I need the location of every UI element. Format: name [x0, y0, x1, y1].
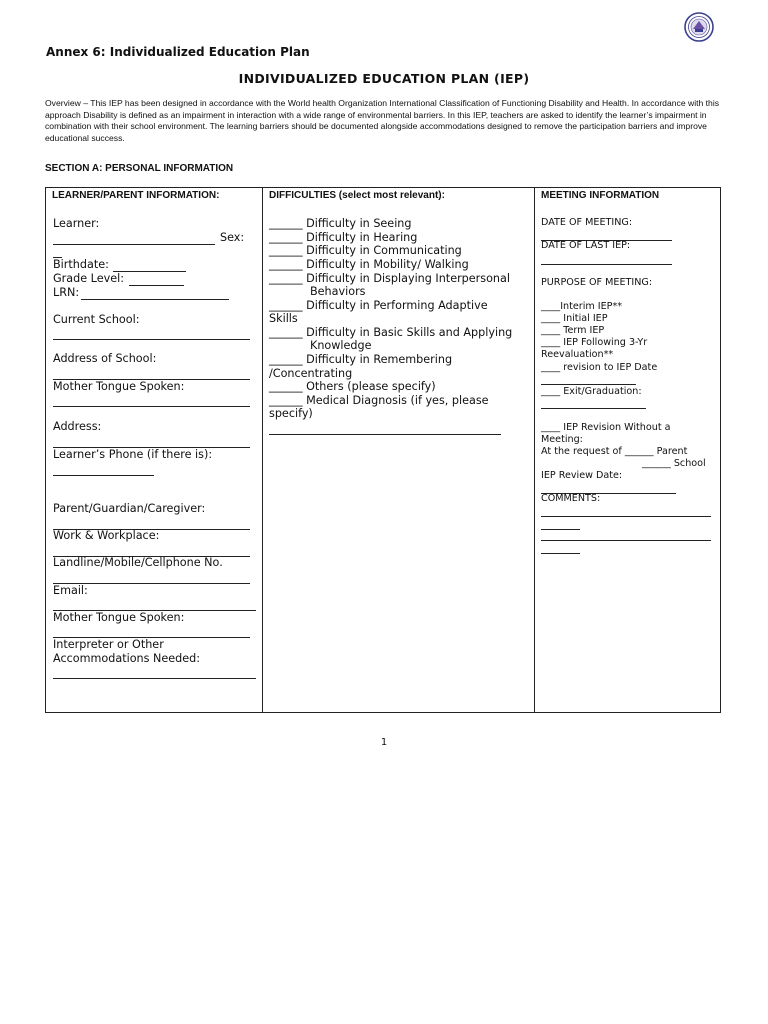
landline-label: Landline/Mobile/Cellphone No.	[53, 556, 223, 569]
difficulty-hearing[interactable]: ______ Difficulty in Hearing	[269, 231, 418, 244]
parent-label: Parent/Guardian/Caregiver:	[53, 502, 206, 515]
comments-line[interactable]	[541, 529, 580, 530]
request-school[interactable]: ______ School	[642, 458, 706, 469]
difficulty-interpersonal[interactable]: ______ Difficulty in Displaying Interpersonal	[269, 272, 510, 285]
difficulty-mobility[interactable]: ______ Difficulty in Mobility/ Walking	[269, 258, 469, 271]
current-school-field[interactable]	[53, 339, 250, 340]
column-divider	[262, 188, 263, 712]
comments-line[interactable]	[541, 553, 580, 554]
learner-phone-label: Learner’s Phone (if there is):	[53, 448, 213, 461]
purpose-revision-without-meeting[interactable]: ____ IEP Revision Without a	[541, 422, 671, 433]
address-of-school-label: Address of School:	[53, 352, 157, 365]
learner-field[interactable]	[53, 244, 215, 245]
medical-diagnosis-field[interactable]	[269, 434, 501, 435]
purpose-following-reevaluation[interactable]: ____ IEP Following 3-Yr	[541, 337, 648, 348]
medical-diagnosis-cont: specify)	[269, 407, 313, 420]
date-of-meeting-label: DATE OF MEETING:	[541, 217, 633, 228]
deped-seal-icon	[684, 12, 714, 42]
lrn-field[interactable]	[81, 299, 229, 300]
iep-review-date-label: IEP Review Date:	[541, 470, 623, 481]
purpose-initial[interactable]: ____ Initial IEP	[541, 313, 608, 324]
learner-label: Learner:	[53, 217, 100, 230]
interpreter-field[interactable]	[53, 678, 256, 679]
revision-without-meeting-cont: Meeting:	[541, 434, 583, 445]
learner-column-header: LEARNER/PARENT INFORMATION:	[52, 190, 220, 201]
mother-tongue-field[interactable]	[53, 406, 250, 407]
comments-line[interactable]	[541, 540, 711, 541]
difficulty-remembering[interactable]: ______ Difficulty in Remembering	[269, 353, 453, 366]
difficulty-interpersonal-cont: Behaviors	[310, 285, 366, 298]
overview-paragraph: Overview – This IEP has been designed in accordance with the World health Organization International Classification of Functioning Disability and Health. In accordance with this approach Disability is defined as an impairment in interaction with a wide range of environmental barriers. In this IEP, teachers are asked to identify the learner’s impairment in combination with their school environment. The learning barriers should be documented alongside accommodations designed to remove the participation barriers and improve educational success.	[45, 98, 720, 143]
document-title: INDIVIDUALIZED EDUCATION PLAN (IEP)	[238, 71, 530, 86]
learner-phone-field[interactable]	[53, 475, 154, 476]
difficulty-others[interactable]: ______ Others (please specify)	[269, 380, 436, 393]
difficulty-seeing[interactable]: ______ Difficulty in Seeing	[269, 217, 412, 230]
page-number: 1	[380, 737, 388, 748]
column-divider	[534, 188, 535, 712]
interpreter-label: Interpreter or Other	[53, 638, 164, 651]
interpreter-label-2: Accommodations Needed:	[53, 652, 201, 665]
section-a-heading: SECTION A: PERSONAL INFORMATION	[45, 163, 234, 174]
medical-diagnosis[interactable]: ______ Medical Diagnosis (if yes, please	[269, 394, 489, 407]
difficulty-remembering-cont: /Concentrating	[269, 367, 353, 380]
difficulty-adaptive[interactable]: ______ Difficulty in Performing Adaptive	[269, 299, 488, 312]
mother-tongue-2-label: Mother Tongue Spoken:	[53, 611, 185, 624]
work-label: Work & Workplace:	[53, 529, 160, 542]
email-label: Email:	[53, 584, 88, 597]
annex-title: Annex 6: Individualized Education Plan	[46, 45, 310, 59]
purpose-interim[interactable]: ____Interim IEP**	[541, 301, 623, 312]
difficulty-adaptive-cont: Skills	[269, 312, 298, 325]
current-school-label: Current School:	[53, 313, 140, 326]
personal-information-table	[45, 187, 721, 713]
grade-level-label: Grade Level:	[53, 272, 124, 285]
address-label: Address:	[53, 420, 102, 433]
grade-level-field[interactable]	[129, 285, 184, 286]
difficulties-column-header: DIFFICULTIES (select most relevant):	[269, 190, 445, 201]
meeting-column-header: MEETING INFORMATION	[541, 190, 660, 201]
sex-label: Sex:	[220, 231, 245, 244]
difficulty-basic-skills-cont: Knowledge	[310, 339, 372, 352]
exit-graduation-field[interactable]	[541, 408, 646, 409]
lrn-label: LRN:	[53, 286, 80, 299]
request-parent[interactable]: At the request of ______ Parent	[541, 446, 688, 457]
comments-line[interactable]	[541, 516, 711, 517]
birthdate-label: Birthdate:	[53, 258, 109, 271]
comments-label: COMMENTS:	[541, 493, 601, 504]
mother-tongue-label: Mother Tongue Spoken:	[53, 380, 185, 393]
date-of-last-iep-field[interactable]	[541, 264, 672, 265]
date-of-last-iep-label: DATE OF LAST IEP:	[541, 240, 631, 251]
purpose-term[interactable]: ____ Term IEP	[541, 325, 605, 336]
purpose-revision-date[interactable]: ____ revision to IEP Date	[541, 362, 658, 373]
purpose-label: PURPOSE OF MEETING:	[541, 277, 653, 288]
revision-date-field[interactable]	[541, 384, 636, 385]
purpose-following-cont: Reevaluation**	[541, 349, 614, 360]
purpose-exit-graduation[interactable]: ____ Exit/Graduation:	[541, 386, 642, 397]
difficulty-basic-skills[interactable]: ______ Difficulty in Basic Skills and Applying	[269, 326, 513, 339]
difficulty-communicating[interactable]: ______ Difficulty in Communicating	[269, 244, 462, 257]
